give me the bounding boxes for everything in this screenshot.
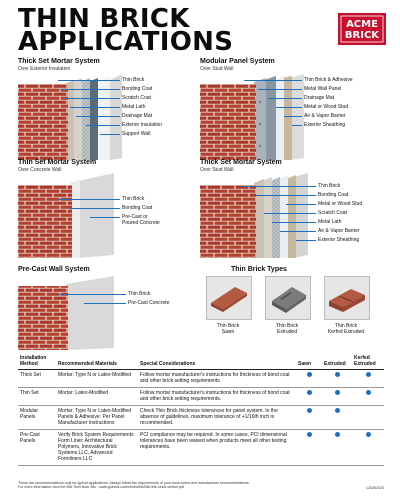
check-kerfed-icon (366, 372, 371, 377)
label-air-vapor-barrier: Air & Vapor Barrier (318, 228, 360, 234)
system-title: Thick Set Mortar System (18, 58, 100, 65)
precast-wall-illustration (18, 276, 118, 350)
leader-line (242, 186, 316, 187)
type-caption-line: Thin Brick (216, 323, 240, 329)
leader-line (76, 116, 120, 117)
leader-line (58, 80, 120, 81)
system-modular-panel (200, 58, 275, 72)
type-caption-line: Sawn (221, 329, 235, 335)
type-caption-line: Extruded (276, 329, 297, 335)
system-thick-set-stud (200, 159, 282, 173)
header-installation-method: Installation Method (18, 354, 56, 370)
leader-line (258, 89, 302, 90)
leader-line (70, 208, 120, 209)
label-thin-brick: Thin Brick (318, 183, 341, 189)
header-extruded: Extruded (322, 354, 352, 370)
system-title: Modular Panel System (200, 58, 275, 65)
page-title (18, 4, 234, 57)
label-thin-brick: Thin Brick (122, 196, 145, 202)
table-row (18, 370, 384, 388)
leader-line (58, 199, 120, 200)
thin-brick-kerfed-extruded-image (324, 276, 370, 320)
label-poured-concrete: Poured Concrete (122, 220, 160, 226)
type-caption-extruded (259, 323, 315, 335)
check-sawn-icon (307, 408, 312, 413)
table-row (18, 388, 384, 406)
leader-line (280, 231, 316, 232)
system-subtitle: Over Exterior Insulation (18, 66, 71, 72)
label-drainage-mat: Drainage Mat (304, 95, 335, 101)
cell-materials: Mortar: Type N or Latex-Modified (56, 370, 138, 388)
footer-note (18, 481, 250, 490)
leader-line (244, 80, 302, 81)
cell-method: Modular Panels (18, 406, 56, 430)
label-scratch-coat: Scratch Coat (318, 210, 347, 216)
leader-line (268, 98, 302, 99)
leader-line (284, 116, 302, 117)
leader-line (58, 294, 126, 295)
cell-materials: Mortar: Type N or Latex-Modified Panels & Adhesive: Per Panel Manufacturer Instructions (56, 406, 138, 430)
check-sawn-icon (307, 432, 312, 437)
cell-method: Thick Set (18, 370, 56, 388)
cell-method: Thin Set (18, 388, 56, 406)
leader-line (100, 134, 120, 135)
label-metal-or-wood-stud: Metal or Wood Stud (304, 104, 349, 110)
leader-line (286, 204, 316, 205)
table-row (18, 430, 384, 466)
leader-line (60, 89, 120, 90)
type-caption-line: Thin Brick (275, 323, 299, 329)
type-caption-line: Thin Brick (334, 323, 358, 329)
type-caption-kerfed-extruded (318, 323, 374, 335)
cell-materials: Mortar: Latex-Modified (56, 388, 138, 406)
logo-text-acme: ACME (346, 19, 378, 30)
check-kerfed-icon (366, 432, 371, 437)
label-scratch-coat: Scratch Coat (122, 95, 151, 101)
header-special-considerations: Special Considerations (138, 354, 296, 370)
label-bonding-coat: Bonding Coat (122, 86, 153, 92)
label-bonding-coat: Bonding Coat (318, 192, 349, 198)
label-precast-or: Pre-Cast or (122, 214, 148, 220)
system-precast-wall (18, 266, 90, 274)
thin-set-concrete-illustration (18, 173, 118, 258)
label-exterior-sheathing: Exterior Sheathing (304, 122, 346, 128)
label-metal-wall-panel: Metal Wall Panel (304, 86, 342, 92)
thin-brick-sawn-image (206, 276, 252, 320)
logo-text-brick: BRICK (344, 30, 380, 41)
page-title-line1: THIN BRICK (18, 4, 190, 34)
check-extruded-icon (335, 390, 340, 395)
table-row (18, 406, 384, 430)
acme-brick-logo (338, 13, 386, 45)
leader-line (70, 107, 120, 108)
label-bonding-coat: Bonding Coat (122, 205, 153, 211)
leader-line (296, 240, 316, 241)
label-metal-lath: Metal Lath (318, 219, 342, 225)
label-thin-brick-adhesive: Thin Brick & Adhesive (304, 77, 353, 83)
system-thin-set-concrete (18, 159, 96, 173)
header-sawn: Sawn (296, 354, 322, 370)
system-title: Thick Set Mortar System (200, 159, 282, 166)
system-subtitle: Over Concrete Wall (18, 167, 62, 173)
check-sawn-icon (307, 372, 312, 377)
label-drainage-mat: Drainage Mat (122, 113, 153, 119)
leader-line (272, 222, 316, 223)
cell-considerations: Follow mortar manufacturer's instructions for thickness of bond coat and other brick setting requirements. (138, 370, 296, 388)
type-caption-line: Kerfed Extruded (327, 329, 365, 335)
system-title: Pre-Cast Wall System (18, 266, 90, 273)
label-exterior-insulation: Exterior Insulation (122, 122, 163, 128)
check-extruded-icon (335, 432, 340, 437)
footer-line-1: These are recommendations only for typical applications. Always follow the requirements of your local codes and manufacturer recommendations. (18, 481, 250, 485)
leader-line (84, 303, 126, 304)
cell-considerations: Check Thin Brick thickness tolerances for panel system. In the absence of guidelines, maximum tolerance of +1/16th inch is recommended. (138, 406, 296, 430)
types-title: Thin Brick Types (231, 266, 287, 273)
system-subtitle: Over Stud Wall (200, 167, 234, 173)
label-metal-lath: Metal Lath (122, 104, 146, 110)
type-caption-sawn (200, 323, 256, 335)
label-support-wall: Support Wall (122, 131, 151, 137)
label-exterior-sheathing: Exterior Sheathing (318, 237, 360, 243)
header-kerfed-extruded: Kerfed Extruded (352, 354, 384, 370)
label-air-vapor-barrier: Air & Vapor Barrier (304, 113, 346, 119)
applications-table (18, 354, 384, 466)
header-recommended-materials: Recommended Materials (56, 354, 138, 370)
system-thick-set-insulation (18, 58, 100, 72)
label-precast-concrete: Pre-Cast Concrete (128, 300, 170, 306)
check-extruded-icon (335, 372, 340, 377)
cell-considerations: Follow mortar manufacturer's instructions for thickness of bond coat and other brick setting requirements. (138, 388, 296, 406)
thin-brick-extruded-image (265, 276, 311, 320)
table-header-row (18, 354, 384, 370)
cell-considerations: PCI compliance may be required. In some cases, PCI dimensional tolerances have been waived when products meet all other testing requirements. (138, 430, 296, 466)
system-subtitle: Over Stud Wall (200, 66, 234, 72)
cell-materials: Verify Brick System Requirements Form Liner: Architectural Polymers, Innovative Brick Systems LLC, Advanced Formliners LLC (56, 430, 138, 466)
check-sawn-icon (307, 390, 312, 395)
check-extruded-icon (335, 408, 340, 413)
label-thin-brick: Thin Brick (128, 291, 151, 297)
footer-line-2: For more information view the BIA Tech Note 28c - www.gobrick.com/media/file/28c-thin-brick-veneer.pdf (18, 485, 185, 490)
check-kerfed-icon (366, 390, 371, 395)
leader-line (292, 125, 302, 126)
leader-line (276, 107, 302, 108)
page-title-line2: APPLICATIONS (18, 27, 234, 57)
leader-line (264, 213, 316, 214)
leader-line (90, 217, 120, 218)
system-title: Thin Set Mortar System (18, 159, 97, 166)
leader-line (64, 98, 120, 99)
label-thin-brick: Thin Brick (122, 77, 145, 83)
cell-method: Pre-Cast Panels (18, 430, 56, 466)
leader-line (256, 195, 316, 196)
leader-line (86, 125, 120, 126)
document-code: 120262020 (366, 486, 384, 490)
label-metal-or-wood-stud: Metal or Wood Stud (318, 201, 363, 207)
